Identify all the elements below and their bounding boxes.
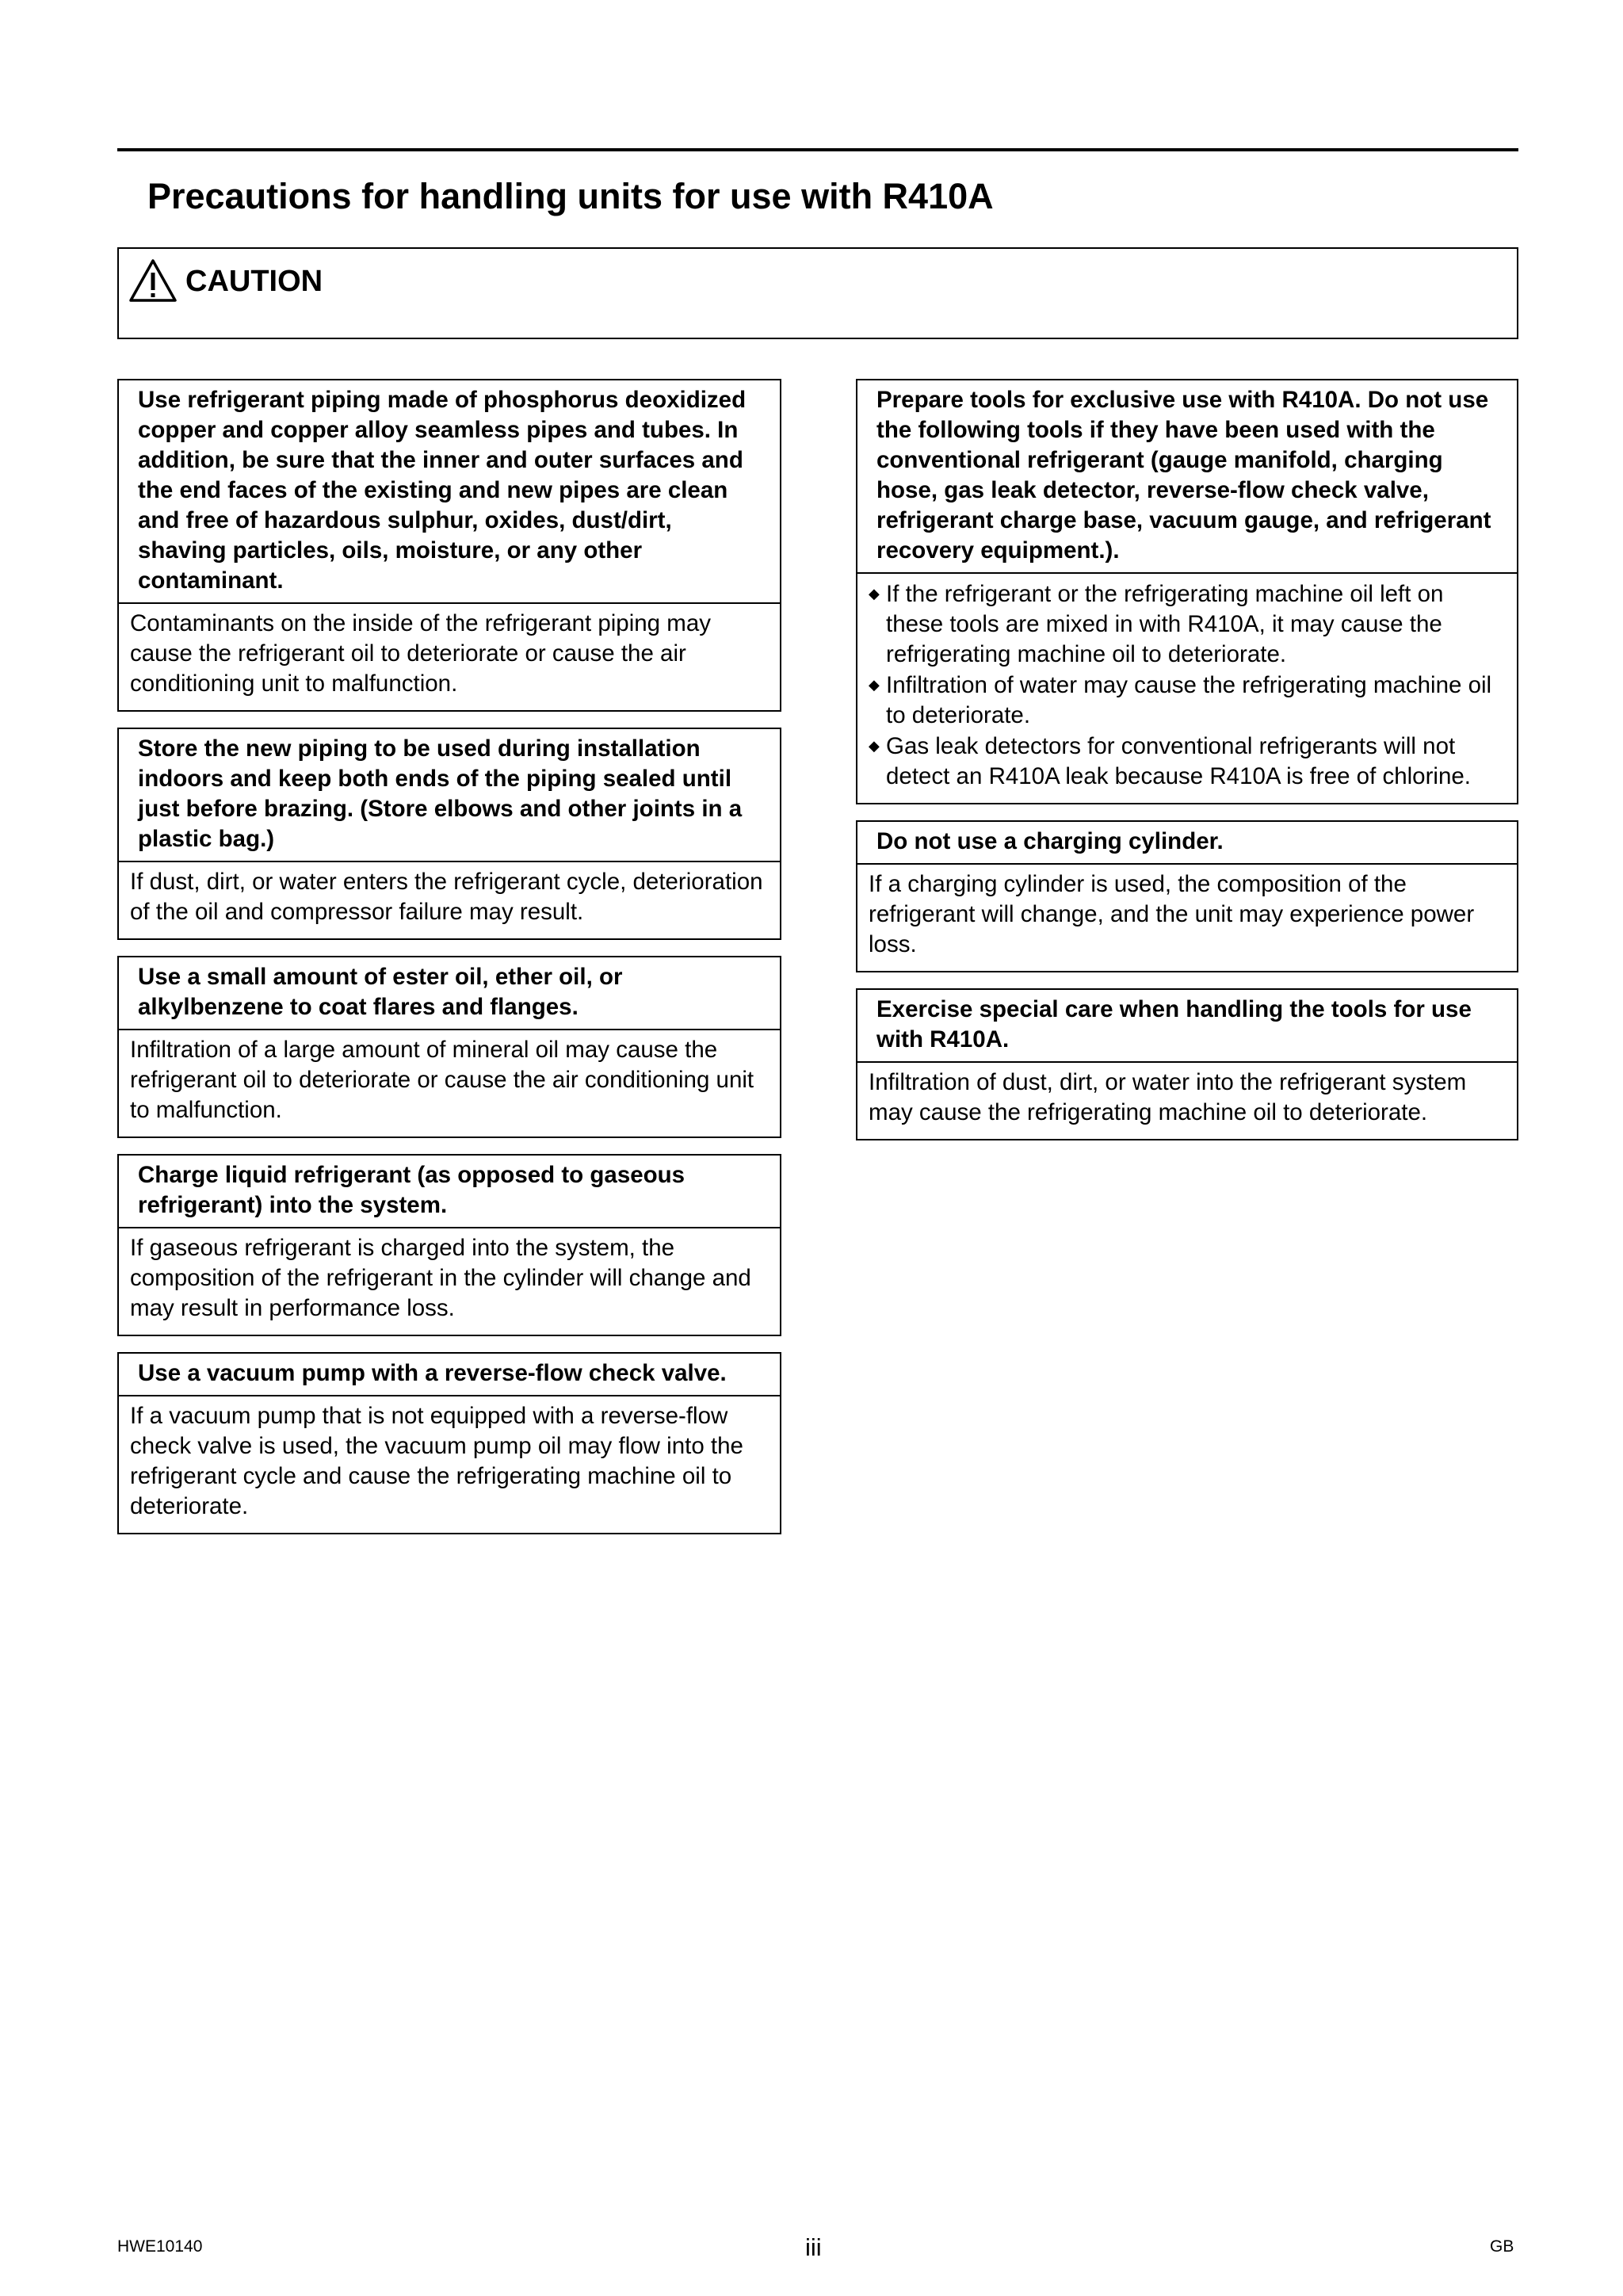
precaution-charging-cylinder — [856, 820, 1518, 972]
precaution-heading: Use a vacuum pump with a reverse-flow check valve. — [119, 1354, 780, 1396]
bullet-text: Infiltration of water may cause the refrigerating machine oil to deteriorate. — [886, 672, 1492, 728]
diamond-bullet-icon: ◆ — [869, 586, 880, 602]
bullet-item — [869, 579, 1503, 670]
precaution-body: Contaminants on the inside of the refrigerant piping may cause the refrigerant oil to deteriorate or cause the air conditioning unit to malfunction. — [130, 610, 712, 697]
precaution-heading: Use refrigerant piping made of phosphorus deoxidized copper and copper alloy seamless pipes and tubes. In addition, be sure that the inner and outer surfaces and the end faces of the existing and new pipes are clean and free of hazardous sulphur, oxides, dust/dirt, shaving particles, oils, moisture, or any other contaminant. — [119, 380, 780, 604]
precaution-flare-oil — [117, 956, 781, 1138]
precaution-body: If dust, dirt, or water enters the refrigerant cycle, deterioration of the oil and compressor failure may result. — [130, 869, 763, 925]
precaution-heading: Do not use a charging cylinder. — [857, 822, 1517, 865]
precaution-piping-material — [117, 379, 781, 712]
footer-page-number: iii — [805, 2233, 822, 2261]
precaution-body — [857, 574, 1517, 803]
precaution-vacuum-pump — [117, 1352, 781, 1534]
precaution-piping-storage — [117, 728, 781, 940]
bullet-item — [869, 731, 1503, 792]
precaution-body: If gaseous refrigerant is charged into the system, the composition of the refrigerant in the cylinder will change and may result in performance loss. — [130, 1235, 751, 1321]
top-rule — [117, 148, 1518, 151]
precaution-body: If a vacuum pump that is not equipped with a reverse-flow check valve is used, the vacuum pump oil may flow into the refrigerant cycle and cause the refrigerating machine oil to deteriorate. — [130, 1403, 743, 1519]
right-column — [856, 379, 1518, 1156]
page-title: Precautions for handling units for use with R410A — [147, 176, 994, 216]
precaution-tool-care — [856, 988, 1518, 1140]
bullet-text: Gas leak detectors for conventional refrigerants will not detect an R410A leak because R410A is free of chlorine. — [886, 733, 1471, 789]
precaution-liquid-charge — [117, 1154, 781, 1336]
precaution-body: If a charging cylinder is used, the composition of the refrigerant will change, and the unit may experience power loss. — [869, 871, 1475, 957]
caution-banner — [117, 247, 1518, 339]
diamond-bullet-icon: ◆ — [869, 677, 880, 693]
precaution-heading: Store the new piping to be used during installation indoors and keep both ends of the piping sealed until just before brazing. (Store elbows and other joints in a plastic bag.) — [119, 729, 780, 862]
precaution-heading: Charge liquid refrigerant (as opposed to gaseous refrigerant) into the system. — [119, 1156, 780, 1228]
footer-region: GB — [1490, 2237, 1514, 2256]
precaution-heading: Prepare tools for exclusive use with R410A. Do not use the following tools if they have been used with the conventional refrigerant (gauge manifold, charging hose, gas leak detector, reverse-flow check valve, refrigerant charge base, vacuum gauge, and refrigerant recovery equipment.). — [857, 380, 1517, 574]
footer-doc-code: HWE10140 — [117, 2237, 203, 2256]
bullet-text: If the refrigerant or the refrigerating machine oil left on these tools are mixed in with R410A, it may cause the refrigerating machine oil to deteriorate. — [886, 581, 1444, 667]
left-column — [117, 379, 781, 1550]
precaution-body: Infiltration of a large amount of mineral oil may cause the refrigerant oil to deteriorate or cause the air conditioning unit to malfunction. — [130, 1037, 754, 1123]
precaution-heading: Use a small amount of ester oil, ether oil, or alkylbenzene to coat flares and flanges. — [119, 957, 780, 1030]
precaution-heading: Exercise special care when handling the tools for use with R410A. — [857, 990, 1517, 1063]
warning-triangle-icon — [128, 258, 178, 303]
caution-label: CAUTION — [185, 265, 323, 298]
diamond-bullet-icon: ◆ — [869, 738, 880, 754]
precaution-exclusive-tools — [856, 379, 1518, 804]
precaution-body: Infiltration of dust, dirt, or water into the refrigerant system may cause the refrigerating machine oil to deteriorate. — [869, 1069, 1467, 1125]
bullet-item — [869, 670, 1503, 731]
